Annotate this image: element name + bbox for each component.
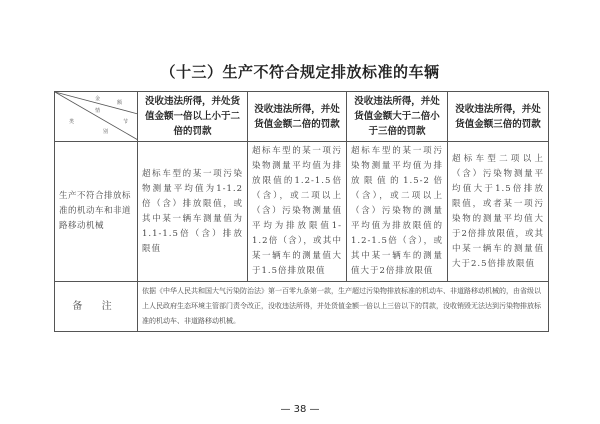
page-number: — 38 — <box>280 404 320 415</box>
diag-label: 类 <box>69 119 75 125</box>
header-row <box>55 92 549 142</box>
column-header: 没收违法所得，并处货值金额一倍以上小于二倍的罚款 <box>138 92 248 142</box>
diag-label: 额 <box>117 100 123 106</box>
column-header: 没收违法所得，并处货值金额三倍的罚款 <box>448 92 549 142</box>
table-row <box>55 142 549 282</box>
column-header: 没收违法所得，并处货值金额大于二倍小于三倍的罚款 <box>347 92 448 142</box>
note-text: 依据《中华人民共和国大气污染防治法》第一百零九条第一款，生产超过污染物排放标准的机动车、非道路移动机械的，由省级以上人民政府生态环境主管部门责令改正，没收违法所得，并处货值金额一倍以上三倍以下的罚款，没收销毁无法达到污染物排放标准的机动车、非道路移动机械。 <box>138 282 549 332</box>
section-title: （十三）生产不符合规定排放标准的车辆 <box>160 63 440 81</box>
penalty-table <box>54 91 549 332</box>
diagonal-header-cell <box>55 92 138 142</box>
diag-label: 情 <box>95 108 101 114</box>
penalty-cell: 超标车型的某一项污染物测量平均值为1-1.2倍（含）排放限值，或其中某一辆车测量值为1.1-1.5倍（含）排放限值 <box>138 142 248 282</box>
diag-label: 别 <box>103 129 109 135</box>
note-row <box>55 282 549 332</box>
diag-label: 节 <box>123 119 129 125</box>
diag-label: 金 <box>95 96 101 102</box>
penalty-cell: 超标车型二项以上（含）污染物测量平均值大于1.5倍排放限值，或者某一项污染物的测量平均值大于2倍排放限值，或其中某一辆车的测量值大于2.5倍排放限值 <box>448 142 549 282</box>
penalty-cell: 超标车型的某一项污染物测量平均值为排放限值的1.5-2倍（含），或二项以上（含）污染物的测量平均值为排放限值的1.2-1.5倍（含），或其中某一辆车的测量值大于2倍排放限值 <box>347 142 448 282</box>
column-header: 没收违法所得，并处货值金额二倍的罚款 <box>248 92 347 142</box>
note-label: 备 注 <box>55 282 138 332</box>
category-cell: 生产不符合排放标准的机动车和非道路移动机械 <box>55 142 138 282</box>
penalty-cell: 超标车型的某一项污染物测量平均值为排放限值的1.2-1.5倍（含），或二项以上（含）污染物测量值平均为排放限值1-1.2倍（含），或其中某一辆车的测量值大于1.5倍排放限值 <box>248 142 347 282</box>
